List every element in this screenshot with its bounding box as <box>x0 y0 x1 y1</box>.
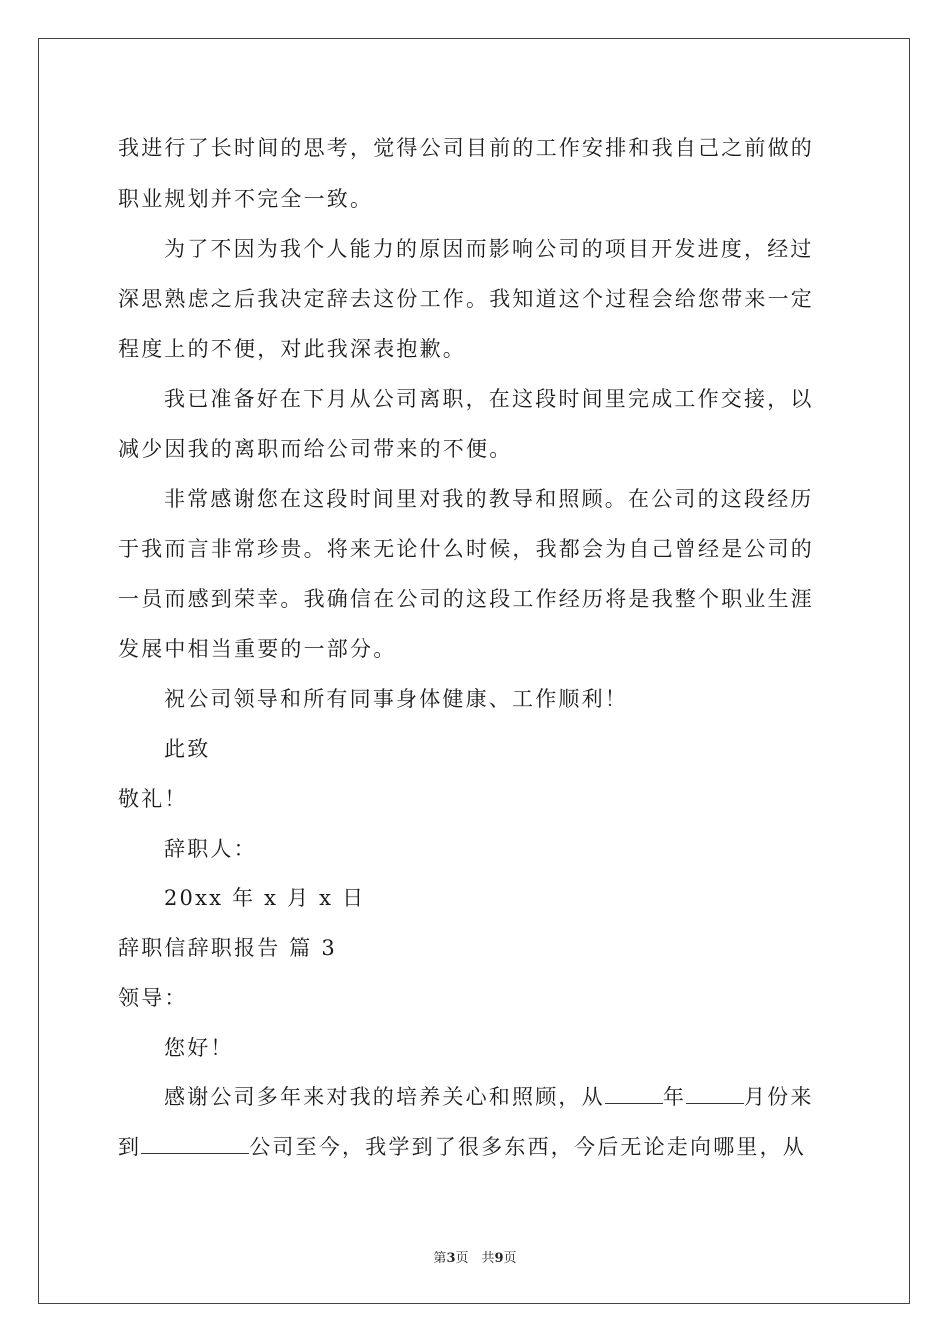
body-line <box>164 1082 814 1112</box>
body-line: 深思熟虑之后我决定辞去这份工作。我知道这个过程会给您带来一定 <box>118 287 814 311</box>
page-total: 9 <box>494 1251 504 1266</box>
body-line <box>118 1132 806 1162</box>
body-line: 我已准备好在下月从公司离职，在这段时间里完成工作交接，以 <box>164 387 814 411</box>
body-line: 为了不因为我个人能力的原因而影响公司的项目开发进度，经过 <box>164 237 814 261</box>
footer-text: 页 共 <box>455 1251 495 1266</box>
body-text: 感谢公司多年来对我的培养关心和照顾，从 <box>164 1085 605 1109</box>
body-line: 程度上的不便，对此我深表抱歉。 <box>118 337 466 361</box>
body-line: 减少因我的离职而给公司带来的不便。 <box>118 437 513 461</box>
body-line: 职业规划并不完全一致。 <box>118 187 374 211</box>
body-line: 于我而言非常珍贵。将来无论什么时候，我都会为自己曾经是公司的 <box>118 537 814 561</box>
footer-text: 第 <box>433 1251 447 1266</box>
date-line: 20xx 年 x 月 x 日 <box>164 886 366 910</box>
signer-line: 辞职人： <box>164 837 257 861</box>
section-title: 辞职信辞职报告 篇 3 <box>118 936 337 960</box>
body-text: 到 <box>118 1135 142 1159</box>
body-line: 我进行了长时间的思考，觉得公司目前的工作安排和我自己之前做的 <box>118 136 814 160</box>
body-text: 年 <box>662 1085 687 1109</box>
page-footer <box>0 1247 950 1266</box>
closing-line: 敬礼！ <box>118 787 188 811</box>
blank-field <box>686 1083 744 1104</box>
body-line: 非常感谢您在这段时间里对我的教导和照顾。在公司的这段经历 <box>164 487 814 511</box>
body-text: 月份来 <box>744 1085 814 1109</box>
body-line: 一员而感到荣幸。我确信在公司的这段工作经历将是我整个职业生涯 <box>118 587 814 611</box>
greeting-line: 您好！ <box>164 1036 234 1060</box>
blank-field <box>141 1133 249 1154</box>
page-frame <box>38 38 910 1304</box>
body-text: 公司至今，我学到了很多东西，今后无论走向哪里，从 <box>249 1135 807 1159</box>
wish-line: 祝公司领导和所有同事身体健康、工作顺利！ <box>164 687 628 711</box>
page-number: 3 <box>446 1251 456 1266</box>
closing-line: 此致 <box>164 737 211 761</box>
blank-field <box>605 1083 663 1104</box>
footer-text: 页 <box>503 1251 517 1266</box>
salutation-line: 领导： <box>118 986 188 1010</box>
body-line: 发展中相当重要的一部分。 <box>118 637 397 661</box>
